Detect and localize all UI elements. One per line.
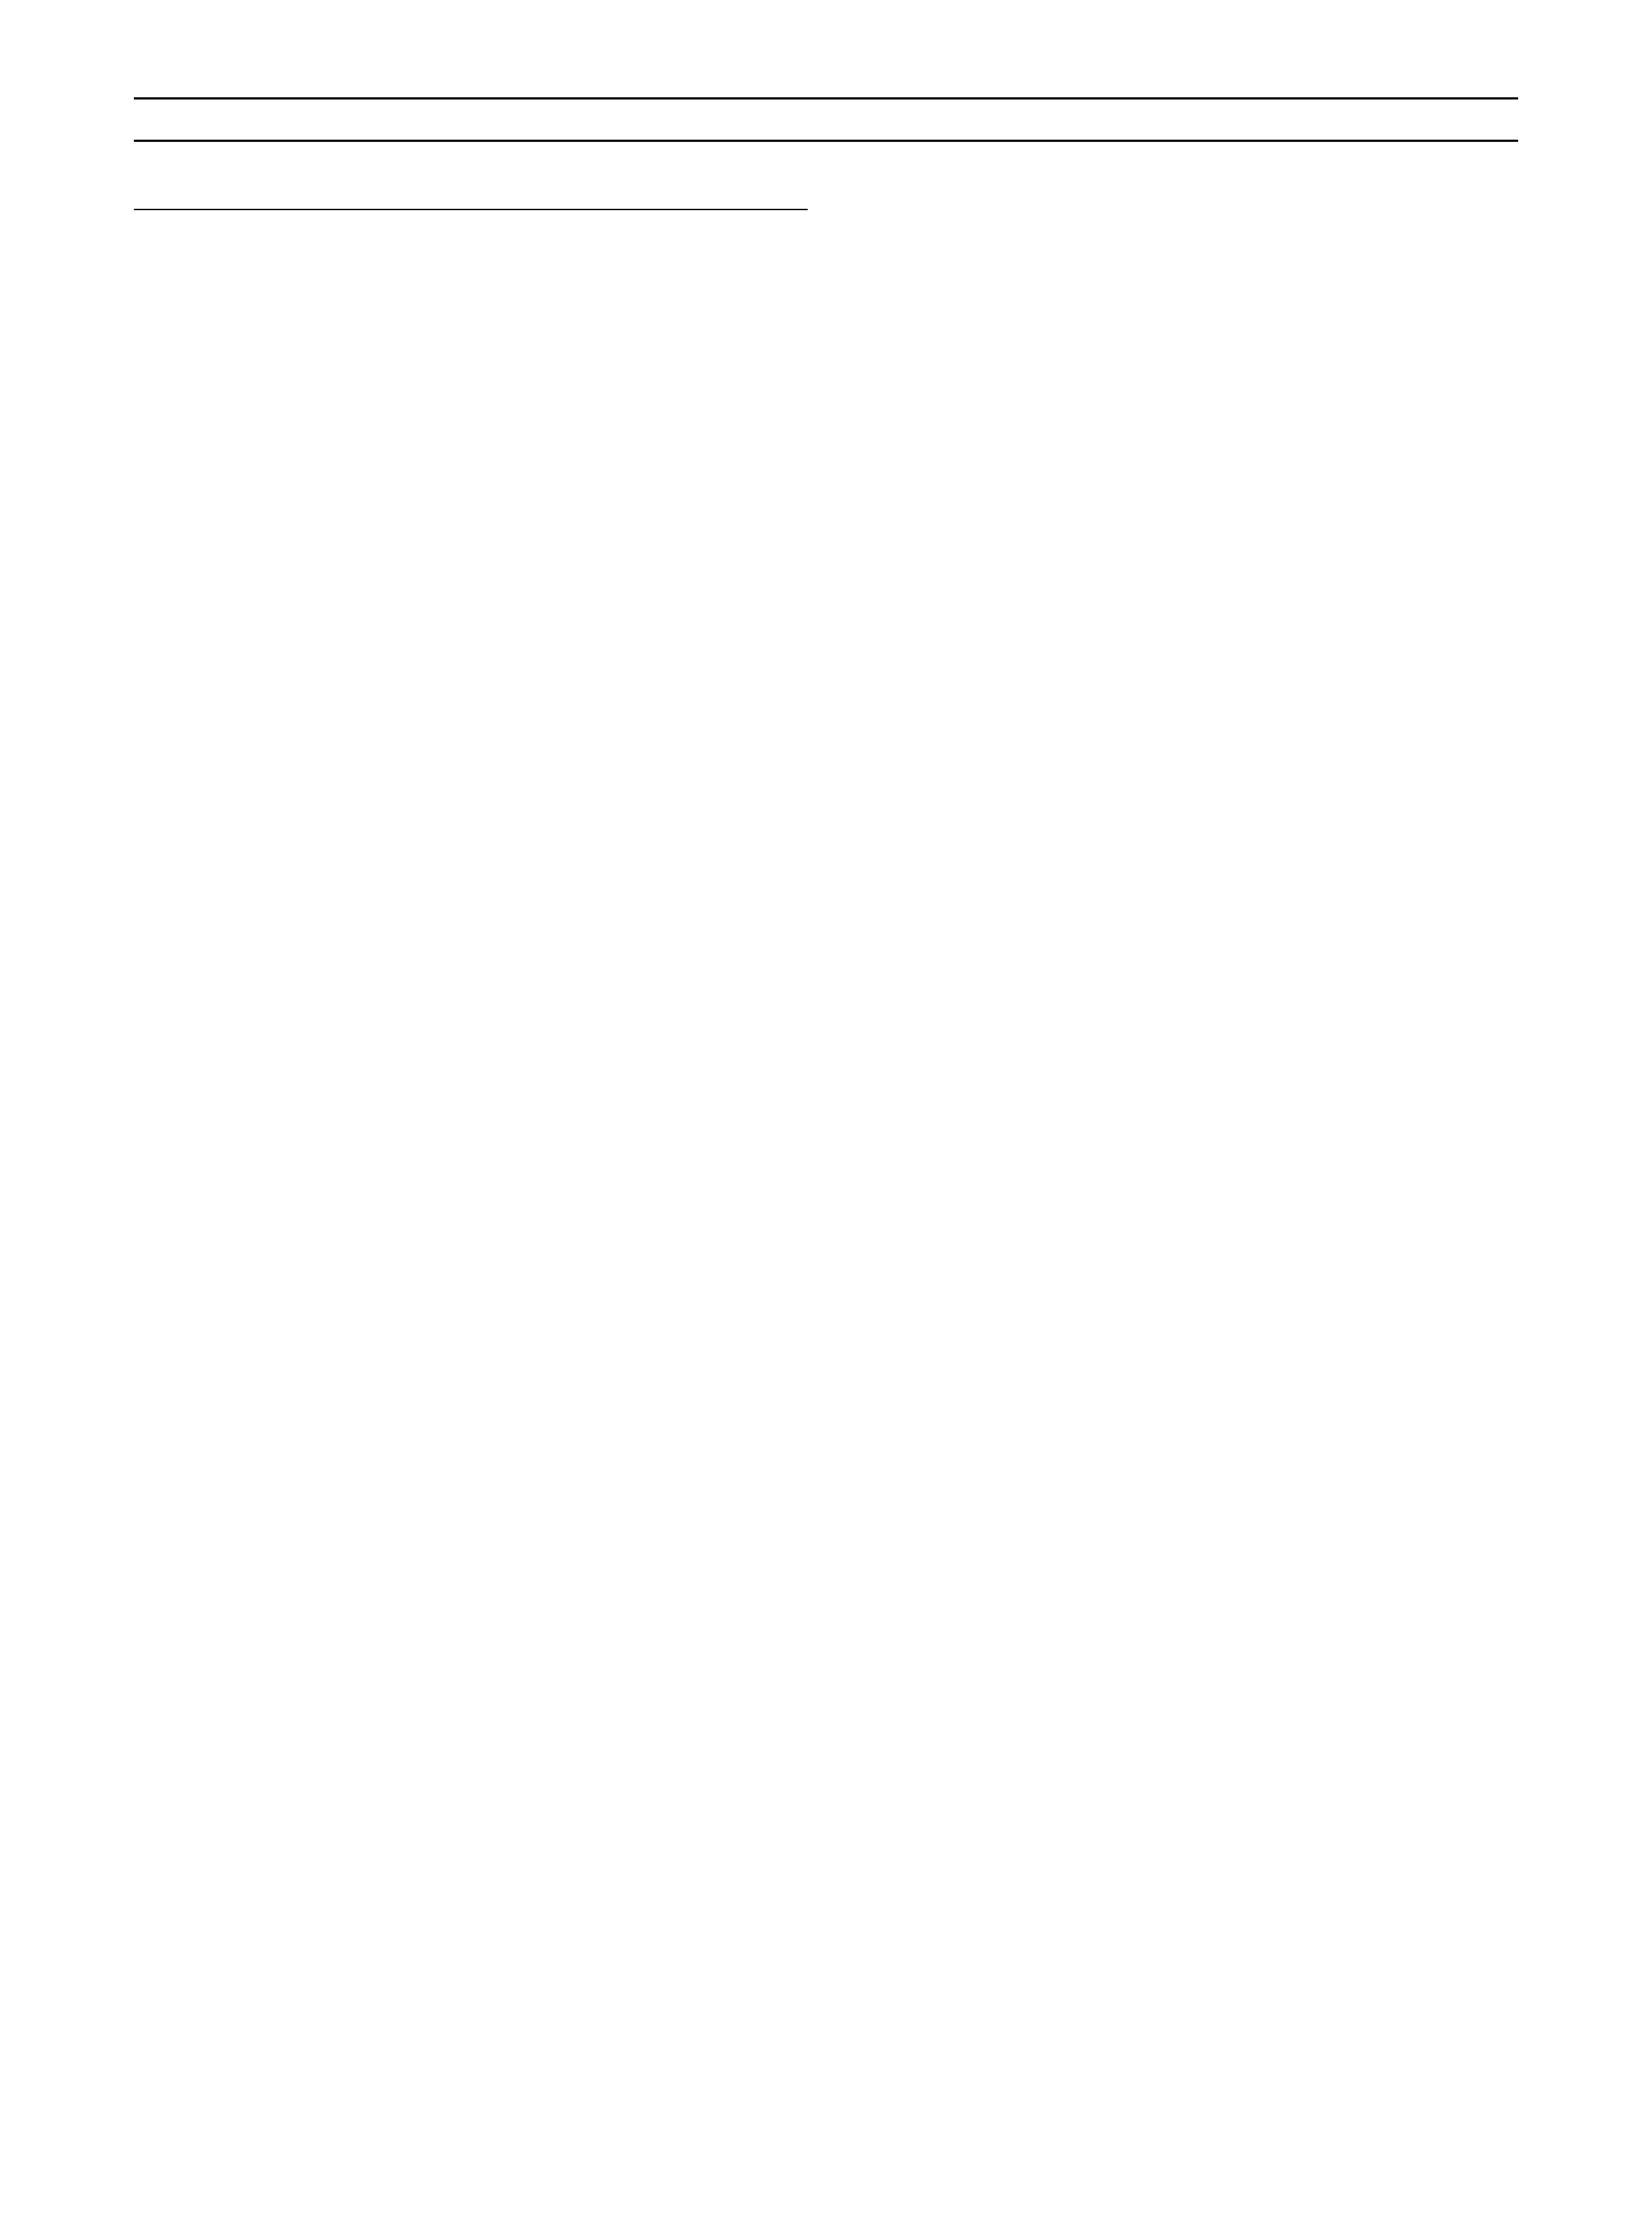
right-column [844, 160, 1518, 259]
title-rule [134, 140, 1518, 142]
running-header [134, 94, 1518, 100]
two-column-body [134, 160, 1518, 259]
left-column [134, 160, 808, 259]
running-header-contact [134, 94, 1518, 100]
authors-rule [134, 209, 808, 210]
